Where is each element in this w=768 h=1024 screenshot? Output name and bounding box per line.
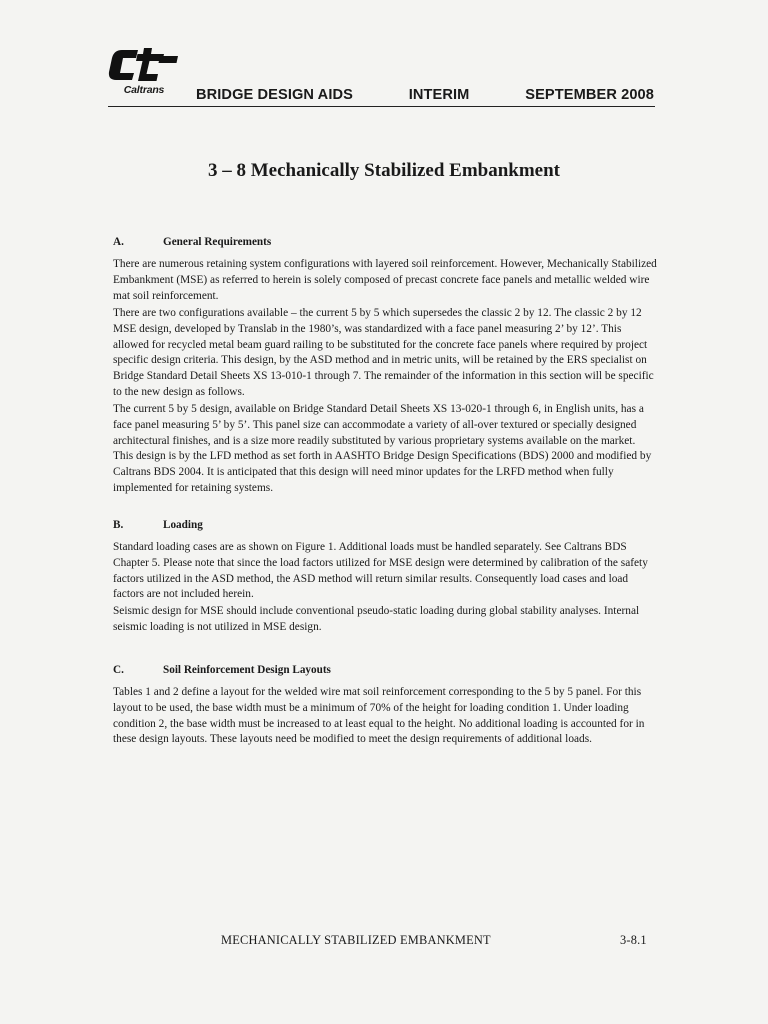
section-c-paragraph-1: Tables 1 and 2 define a layout for the welded wire mat soil reinforcement corresponding to the 5 by 5 panel. For this layout to be used, the base width must be a minimum of 70% of the height for loading condition 1. Under loading condition 2, the base width must be increased to at least equal to the height. No additional loading is accounted for in these design layouts. These layouts need be modified to meet the design requirements of additional loads.	[113, 686, 645, 746]
section-a-paragraph-3: The current 5 by 5 design, available on Bridge Standard Detail Sheets XS 13-020-1 through 6, in English units, has a face panel measuring 5’ by 5’. This panel size can accommodate a variety of all-over textured or specially designed architectural finishes, and is a size more readily substituted by various proprietary systems available on the market. This design is by the LFD method as set forth in AASHTO Bridge Design Specifications (BDS) 2000 and modified by Caltrans BDS 2004. It is anticipated that this design will need minor updates for the LRFD method when fully implemented for retaining systems.	[113, 403, 652, 494]
section-a-paragraph-2: There are two configurations available – the current 5 by 5 which supersedes the classic 2 by 12. The classic 2 by 12 MSE design, developed by Translab in the 1980’s, was standardized with a face panel measuring 2’ by 12’. This allowed for recycled metal beam guard railing to be substituted for the concrete face panels where required by project specific design criteria. This design, by the ASD method and in metric units, will be retained by the ERS specialist on Bridge Standard Detail Sheets XS 13-010-1 through 7. The remainder of the information in this section will be specific to the new design as follows.	[113, 307, 654, 398]
section-b-title: Loading	[163, 519, 203, 531]
section-c-heading	[113, 664, 331, 676]
running-header	[196, 87, 654, 103]
page-title: 3 – 8 Mechanically Stabilized Embankment	[207, 160, 561, 181]
header-right: SEPTEMBER 2008	[525, 87, 654, 103]
section-b-letter: B.	[113, 519, 124, 531]
caltrans-logo-wordmark: Caltrans	[123, 84, 165, 96]
section-b-paragraph-2: Seismic design for MSE should include conventional pseudo-static loading during global stability analyses. Internal seismic loading is not utilized in MSE design.	[113, 605, 640, 633]
section-a-heading	[113, 236, 271, 248]
section-c-letter: C.	[113, 664, 124, 676]
footer-page-number: 3-8.1	[620, 933, 647, 947]
header-divider	[108, 106, 655, 107]
caltrans-ct-mark-icon	[108, 46, 180, 86]
section-a-paragraph-1: There are numerous retaining system configurations with layered soil reinforcement. However, Mechanically Stabilized Embankment (MSE) as referred to herein is solely composed of precast concrete face panels and metallic welded wire mat soil reinforcement.	[113, 258, 657, 302]
caltrans-logo	[108, 46, 180, 102]
section-b-paragraph-1: Standard loading cases are as shown on Figure 1. Additional loads must be handled separately. See Caltrans BDS Chapter 5. Please note that since the load factors utilized for MSE design were determined by calibration of the safety factors utilized in the ASD method, the ASD method will return similar results. Consequently load cases and load factors are not included herein.	[113, 541, 648, 601]
section-b-heading	[113, 519, 203, 531]
header-left: BRIDGE DESIGN AIDS	[196, 87, 353, 103]
header-middle: INTERIM	[408, 87, 470, 103]
footer-title: MECHANICALLY STABILIZED EMBANKMENT	[221, 933, 491, 947]
section-a-title: General Requirements	[163, 236, 272, 248]
section-a-letter: A.	[113, 236, 124, 248]
section-c-title: Soil Reinforcement Design Layouts	[163, 664, 331, 676]
